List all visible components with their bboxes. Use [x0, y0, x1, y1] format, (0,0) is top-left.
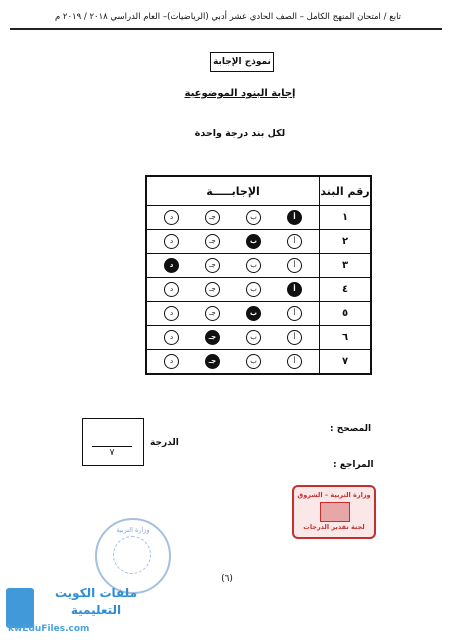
item-number: ٧ — [320, 350, 372, 375]
answer-bubble: د — [164, 330, 179, 345]
answer-model-label: نموذج الإجابة — [210, 52, 274, 72]
answer-bubble-selected: جـ — [205, 330, 220, 345]
stamp-blue-text: وزارة التربية — [116, 526, 150, 534]
item-number: ٥ — [320, 302, 372, 326]
watermark-logo-icon — [6, 588, 34, 628]
answer-bubble-selected: جـ — [205, 354, 220, 369]
answer-bubble: ب — [246, 258, 261, 273]
answer-bubble-selected: أ — [287, 282, 302, 297]
answer-bubble-selected: د — [164, 258, 179, 273]
answer-choices — [147, 210, 319, 225]
answer-bubble: جـ — [205, 258, 220, 273]
answer-bubble: د — [164, 282, 179, 297]
grade-value: ٧ — [109, 448, 115, 458]
answer-choices-cell — [146, 254, 320, 278]
answer-bubble: أ — [287, 354, 302, 369]
answer-choices-cell — [146, 350, 320, 375]
answer-bubble: ب — [246, 210, 261, 225]
stamp-red-line1: وزارة التربية – الشروق — [297, 491, 371, 499]
answer-bubble: ب — [246, 330, 261, 345]
answer-choices — [147, 306, 319, 321]
item-number: ٢ — [320, 230, 372, 254]
answer-bubble: أ — [287, 330, 302, 345]
page-header: تابع / امتحان المنهج الكامل – الصف الحادي عشر أدبي (الرياضيات)– العام الدراسي ٢٠١٨ / ٢٠١٩ م — [54, 12, 402, 22]
grade-label: الدرجة — [150, 438, 179, 448]
answer-bubble-selected: ب — [246, 234, 261, 249]
answer-choices — [147, 330, 319, 345]
book-icon — [320, 502, 350, 522]
answer-choices-cell — [146, 206, 320, 230]
answer-bubble: د — [164, 210, 179, 225]
item-number-header: رقم البند — [320, 176, 372, 206]
answer-choices-cell — [146, 278, 320, 302]
answer-row — [146, 350, 371, 375]
answer-bubble: جـ — [205, 306, 220, 321]
answer-choices — [147, 354, 319, 369]
answer-bubble-selected: ب — [246, 306, 261, 321]
answer-bubble: جـ — [205, 234, 220, 249]
answer-bubble: د — [164, 234, 179, 249]
answer-bubble: د — [164, 306, 179, 321]
answer-choices-cell — [146, 326, 320, 350]
answer-header: الإجابـــــة — [146, 176, 320, 206]
answer-choices — [147, 234, 319, 249]
grade-divider — [92, 446, 132, 447]
item-number: ٣ — [320, 254, 372, 278]
answer-choices — [147, 258, 319, 273]
answer-bubble: أ — [287, 306, 302, 321]
watermark-url: kwEduFiles.com — [8, 624, 90, 634]
answer-table — [145, 175, 372, 375]
answer-bubble: جـ — [205, 210, 220, 225]
grader-label: المصحح : — [330, 424, 372, 434]
item-number: ٤ — [320, 278, 372, 302]
answer-row — [146, 326, 371, 350]
answer-bubble-selected: أ — [287, 210, 302, 225]
grading-committee-stamp — [292, 485, 376, 539]
answer-row — [146, 278, 371, 302]
answer-bubble: د — [164, 354, 179, 369]
answer-bubble: ب — [246, 354, 261, 369]
section-title: إجابة البنود الموضوعية — [184, 88, 296, 99]
answer-table-body — [146, 206, 371, 375]
answer-bubble: أ — [287, 234, 302, 249]
stamp-emblem-icon — [113, 536, 151, 574]
score-note: لكل بند درجة واحدة — [194, 128, 286, 139]
answer-bubble: ب — [246, 282, 261, 297]
answer-bubble: جـ — [205, 282, 220, 297]
watermark-title-2: التعليمية — [70, 603, 122, 617]
item-number: ٦ — [320, 326, 372, 350]
ministry-stamp — [95, 518, 171, 594]
answer-choices-cell — [146, 302, 320, 326]
stamp-red-line2: لجنة تقدير الدرجات — [303, 523, 365, 531]
answer-row — [146, 302, 371, 326]
answer-row — [146, 230, 371, 254]
answer-row — [146, 254, 371, 278]
header-divider — [10, 28, 442, 30]
grade-box — [82, 418, 144, 466]
answer-row — [146, 206, 371, 230]
page-number: (٦) — [221, 574, 233, 584]
answer-choices — [147, 282, 319, 297]
item-number: ١ — [320, 206, 372, 230]
answer-bubble: أ — [287, 258, 302, 273]
watermark-title-1: ملفات الكويت — [54, 586, 138, 600]
answer-choices-cell — [146, 230, 320, 254]
reviewer-label: المراجع : — [333, 460, 374, 470]
